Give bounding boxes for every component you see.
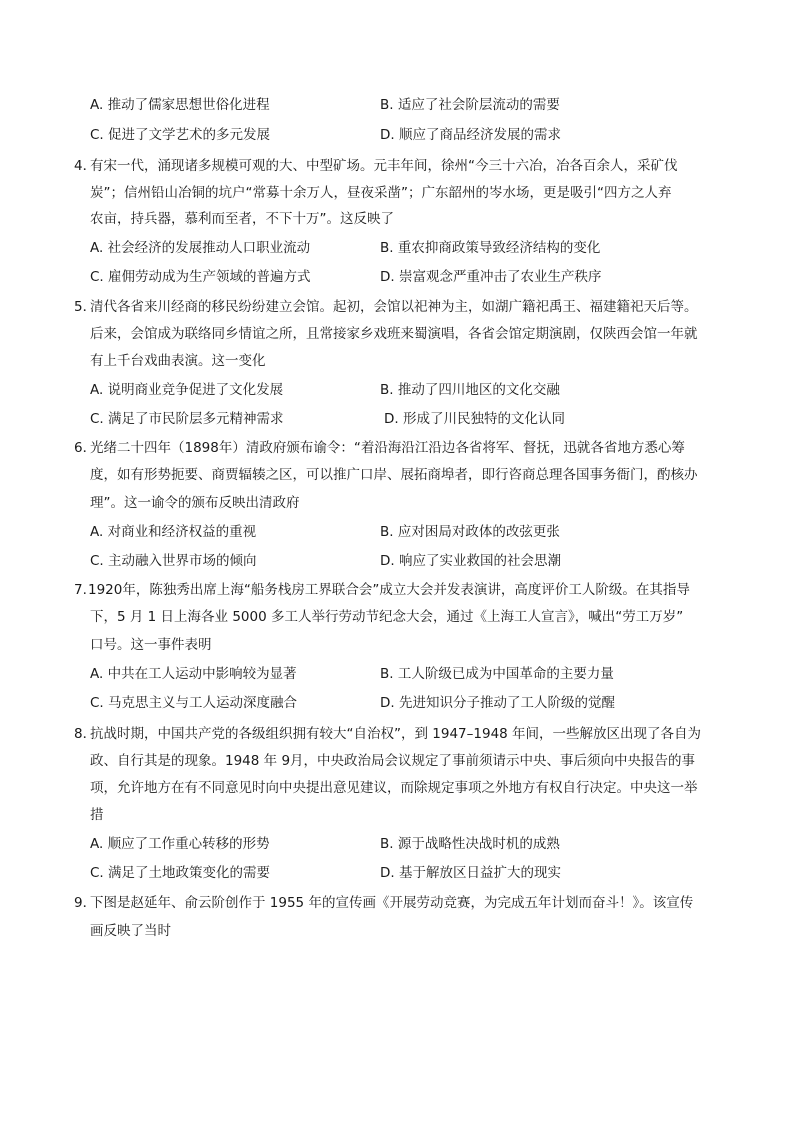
q3-option-b: B. 适应了社会阶层流动的需要: [380, 97, 560, 113]
q7-stem-line: 下，5 月 1 日上海各业 5000 多工人举行劳动节纪念大会，通过《上海工人宣言》，喊出“劳工万岁”: [90, 609, 684, 625]
q5-option-a: A. 说明商业竞争促进了文化发展: [90, 382, 284, 398]
q8-option-c: C. 满足了土地政策变化的需要: [90, 865, 271, 881]
q8-stem-line: 措: [90, 807, 104, 823]
q4-option-b: B. 重农抑商政策导致经济结构的变化: [380, 240, 601, 256]
q6-option-d: D. 响应了实业救国的社会思潮: [380, 553, 561, 569]
q5-option-b: B. 推动了四川地区的文化交融: [380, 382, 560, 398]
q8-stem-line: 政、自行其是的现象。1948 年 9月，中央政治局会议规定了事前须请示中央、事后须向中央报告的事: [90, 753, 696, 769]
q6-number: 6．: [74, 440, 97, 456]
q7-stem-line: 1920年，陈独秀出席上海“船务栈房工界联合会”成立大会并发表演讲，高度评价工人阶级。在其指导: [88, 582, 690, 598]
q6-option-c: C. 主动融入世界市场的倾向: [90, 553, 257, 569]
q6-option-b: B. 应对困局对政体的改弦更张: [380, 524, 560, 540]
q8-stem-line: 抗战时期，中国共产党的各级组织拥有较大“自治权”，到 1947–1948 年间，一些解放区出现了各自为: [90, 726, 702, 742]
q8-number: 8．: [74, 726, 97, 742]
q4-option-c: C. 雇佣劳动成为生产领域的普遍方式: [90, 269, 311, 285]
q5-stem-line: 清代各省来川经商的移民纷纷建立会馆。起初，会馆以祀神为主，如湖广籍祀禹王、福建籍祀天后等。: [90, 299, 698, 315]
q7-option-d: D. 先进知识分子推动了工人阶级的觉醒: [380, 695, 615, 711]
q3-option-a: A. 推动了儒家思想世俗化进程: [90, 97, 270, 113]
q4-stem-line: 农亩，持兵器，慕利而至者，不下十万”。这反映了: [90, 211, 394, 227]
q7-stem-line: 口号。这一事件表明: [90, 637, 212, 653]
q7-number: 7.: [74, 582, 87, 598]
q9-stem-line: 下图是赵延年、俞云阶创作于 1955 年的宣传画《开展劳动竞赛，为完成五年计划而奋斗！》。该宣传: [90, 895, 694, 911]
q7-option-b: B. 工人阶级已成为中国革命的主要力量: [380, 666, 614, 682]
q3-option-d: D. 顺应了商品经济发展的需求: [380, 127, 561, 143]
q8-option-a: A. 顺应了工作重心转移的形势: [90, 836, 270, 852]
q6-option-a: A. 对商业和经济权益的重视: [90, 524, 257, 540]
q5-option-c: C. 满足了市民阶层多元精神需求: [90, 411, 284, 427]
q4-stem-line: 有宋一代，涌现诸多规模可观的大、中型矿场。元丰年间，徐州“今三十六冶，冶各百余人，采矿伐: [90, 158, 678, 174]
q4-option-a: A. 社会经济的发展推动人口职业流动: [90, 240, 311, 256]
q8-option-b: B. 源于战略性决战时机的成熟: [380, 836, 560, 852]
q5-stem-line: 后来，会馆成为联络同乡情谊之所，且常接家乡戏班来蜀演唱，各省会馆定期演剧，仅陕西会馆一年就: [90, 326, 698, 342]
q4-stem-line: 炭”；信州铅山冶铜的坑户“常募十余万人，昼夜采凿”；广东韶州的岑水场，更是吸引“四方之人弃: [90, 185, 672, 201]
q4-option-d: D. 崇富观念严重冲击了农业生产秩序: [380, 269, 602, 285]
q9-stem-line: 画反映了当时: [90, 923, 171, 939]
q7-option-c: C. 马克思主义与工人运动深度融合: [90, 695, 298, 711]
q9-number: 9．: [74, 895, 97, 911]
q8-option-d: D. 基于解放区日益扩大的现实: [380, 865, 561, 881]
q5-option-d: D. 形成了川民独特的文化认同: [384, 411, 565, 427]
q5-stem-line: 有上千台戏曲表演。这一变化: [90, 353, 266, 369]
q7-option-a: A. 中共在工人运动中影响较为显著: [90, 666, 297, 682]
q6-stem-line: 光绪二十四年（1898年）清政府颁布谕令：“着沿海沿江沿边各省将军、督抚，迅就各省地方悉心筹: [90, 440, 685, 456]
q6-stem-line: 理”。这一谕令的颁布反映出清政府: [90, 495, 300, 511]
q3-option-c: C. 促进了文学艺术的多元发展: [90, 127, 271, 143]
q8-stem-line: 项，允许地方在有不同意见时向中央提出意见建议，而除规定事项之外地方有权自行决定。中央这一举: [90, 780, 698, 796]
q6-stem-line: 度，如有形势扼要、商贾辐辏之区，可以推广口岸、展拓商埠者，即行咨商总理各国事务衙门，酌核办: [90, 467, 698, 483]
q5-number: 5．: [74, 299, 97, 315]
q4-number: 4．: [74, 158, 97, 174]
